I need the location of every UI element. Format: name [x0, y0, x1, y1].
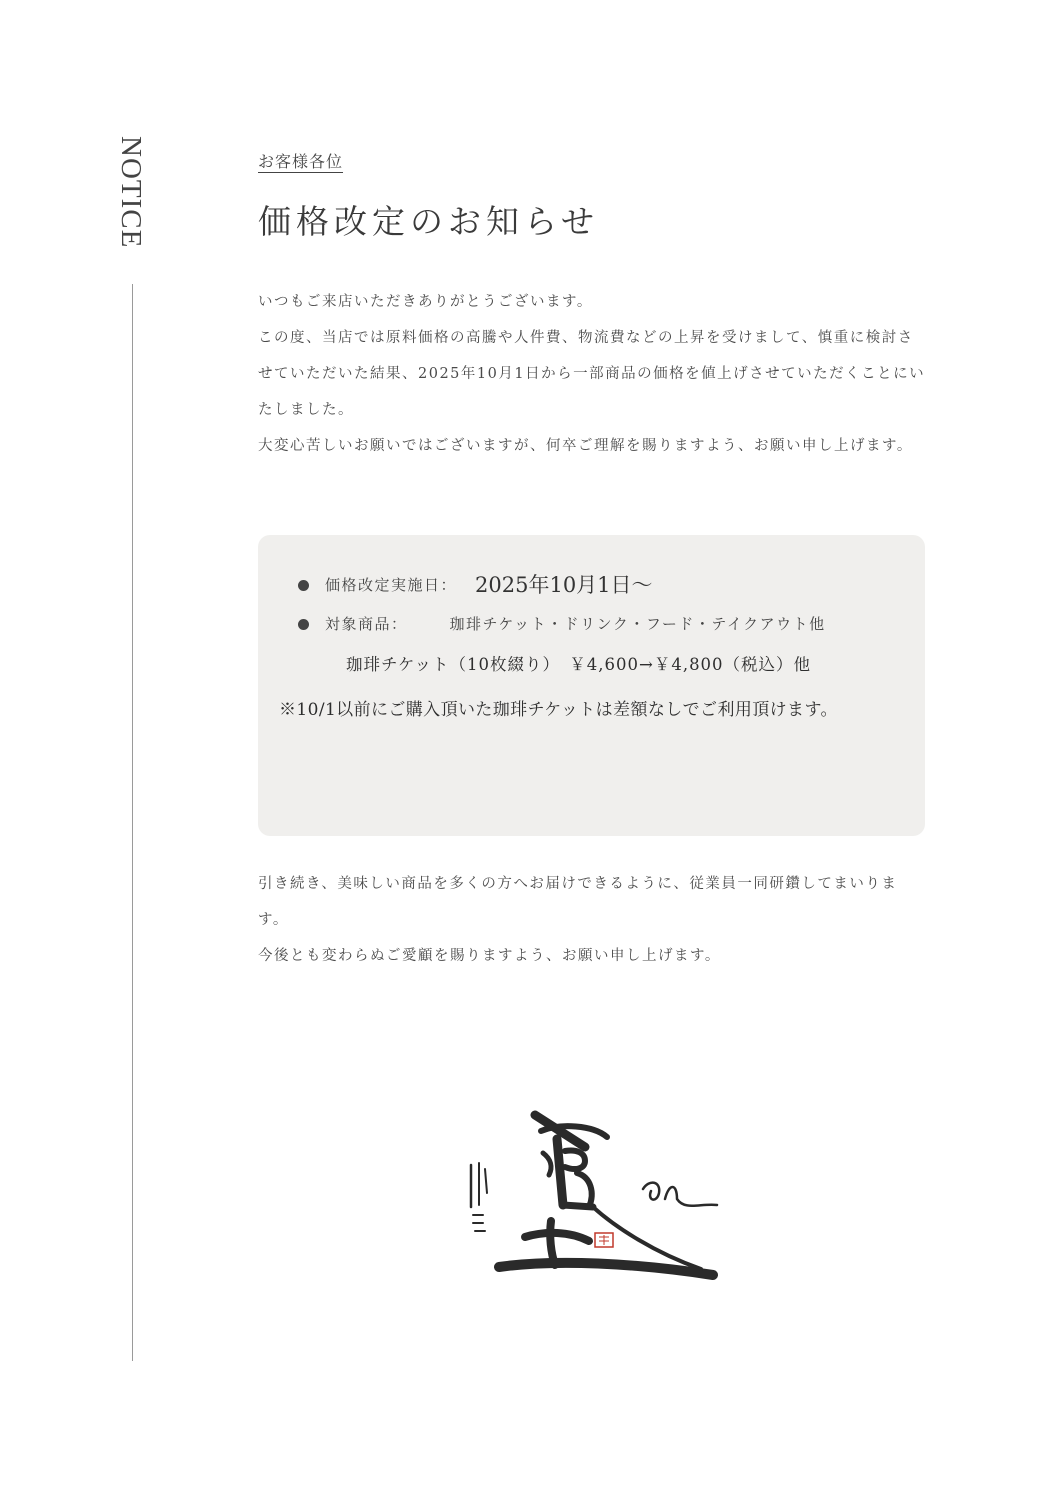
bullet-icon — [298, 619, 309, 630]
ticket-note: ※10/1以前にご購入頂いた珈琲チケットは差額なしでご利用頂けます。 — [279, 700, 838, 720]
target-items-value: 珈琲チケット・ドリンク・フード・テイクアウト他 — [449, 615, 826, 633]
intro-paragraph: この度、当店では原料価格の高騰や人件費、物流費などの上昇を受けまして、慎重に検討させていただいた結果、2025年10月1日から一部商品の価格を値上げさせていただくことにいたしました。 — [258, 330, 926, 418]
effective-date-value: 2025年10月1日〜 — [475, 573, 653, 597]
closing-paragraph: 今後とも変わらぬご愛顧を賜りますよう、お願い申し上げます。 — [258, 948, 721, 964]
addressee: お客様各位 — [258, 152, 344, 171]
intro-paragraph: いつもご来店いただきありがとうございます。 — [258, 294, 593, 310]
closing-paragraph: 引き続き、美味しい商品を多くの方へお届けできるように、従業員一同研鑽してまいります。 — [258, 876, 898, 928]
effective-date-label: 価格改定実施日： — [325, 575, 458, 594]
notice-side-label — [113, 136, 153, 266]
intro-paragraph: 大変心苦しいお願いではございますが、何卒ご理解を賜りますよう、お願い申し上げます。 — [258, 438, 913, 454]
target-items-row — [298, 613, 826, 634]
effective-date-row — [298, 569, 653, 599]
closing-text — [258, 866, 928, 974]
bullet-icon — [298, 580, 309, 591]
price-info-box — [258, 535, 925, 836]
intro-text — [258, 284, 928, 464]
page-title: 価格改定のお知らせ — [258, 202, 600, 241]
target-items-label: 対象商品： — [325, 615, 408, 633]
seal-mark — [599, 1235, 609, 1245]
vertical-divider — [132, 284, 133, 1361]
cafe-logo — [465, 1103, 725, 1283]
ticket-price: 珈琲チケット（10枚綴り） ￥4,600→￥4,800（税込）他 — [346, 655, 812, 674]
logo-calligraphy — [471, 1115, 717, 1275]
notice-text: NOTICE — [115, 136, 147, 249]
